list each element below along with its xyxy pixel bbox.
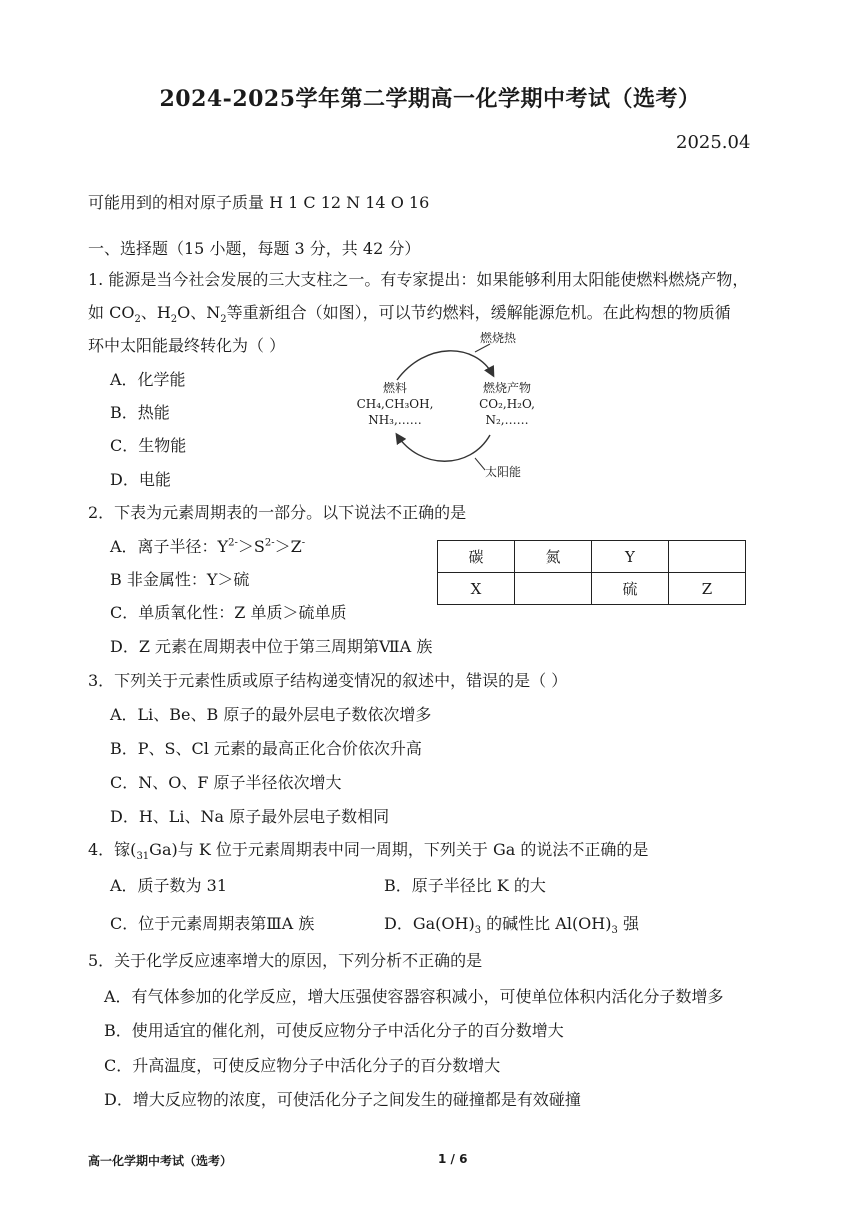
q1-stem-line3: 环中太阳能最终转化为（ ） <box>88 336 286 355</box>
table-row <box>438 541 746 573</box>
q4-option-b: B．原子半径比 K 的大 <box>384 876 546 895</box>
diagram-products-box: 燃烧产物 CO₂,H₂O, N₂,…… <box>479 381 535 427</box>
q2-option-d: D．Z 元素在周期表中位于第三周期第ⅦA 族 <box>110 637 433 656</box>
q4-option-c: C．位于元素周期表第ⅢA 族 <box>110 914 315 933</box>
diagram-solar-label: 太阳能 <box>485 465 522 479</box>
periodic-table-fragment <box>437 540 746 605</box>
diagram-fuel-box: 燃料 CH₄,CH₃OH, NH₃,…… <box>356 381 434 427</box>
exam-title: 2024-2025学年第二学期高一化学期中考试（选考） <box>159 86 701 112</box>
q3-option-a: A．Li、Be、B 原子的最外层电子数依次增多 <box>110 705 432 724</box>
q2-option-a: A．离子半径：$Y^{2-}>S^{2-}>Z^-$ <box>110 537 306 556</box>
table-cell <box>515 573 592 605</box>
q3-stem: 3．下列关于元素性质或原子结构递变情况的叙述中，错误的是（ ） <box>88 671 568 690</box>
table-cell: Y <box>592 541 669 573</box>
q1-option-a: A．化学能 <box>110 370 186 389</box>
q5-option-a: A．有气体参加的化学反应，增大压强使容器容积减小，可使单位体积内活化分子数增多 <box>104 987 724 1006</box>
atomic-mass-line: 可能用到的相对原子质量 H 1 C 12 N 14 O 16 <box>88 193 430 212</box>
q5-option-b: B．使用适宜的催化剂，可使反应物分子中活化分子的百分数增大 <box>104 1021 564 1040</box>
table-cell <box>669 541 746 573</box>
q4-option-d: D．$Ga(OH)_3$ 的碱性比 $Al(OH)_3$ 强 <box>384 914 639 937</box>
q1-stem-line1: 1. 能源是当今社会发展的三大支柱之一。有专家提出：如果能够利用太阳能使燃料燃烧产物， <box>88 270 749 289</box>
q4-stem: 4．镓$(_{31}Ga)$与 K 位于元素周期表中同一周期，下列关于 Ga 的说法不正确的是 <box>88 840 649 863</box>
q1-option-d: D．电能 <box>110 470 171 489</box>
diagram-heat-label: 燃烧热 <box>480 331 517 345</box>
energy-cycle-diagram <box>345 330 555 480</box>
table-cell: Z <box>669 573 746 605</box>
q3-option-c: C．N、O、F 原子半径依次增大 <box>110 773 342 792</box>
q3-option-d: D．H、Li、Na 原子最外层电子数相同 <box>110 807 390 826</box>
q2-stem: 2．下表为元素周期表的一部分。以下说法不正确的是 <box>88 503 467 522</box>
table-row <box>438 573 746 605</box>
q4-option-a: A．质子数为 31 <box>110 876 228 895</box>
q5-option-c: C．升高温度，可使反应物分子中活化分子的百分数增大 <box>104 1056 501 1075</box>
q3-option-b: B．P、S、Cl 元素的最高正化合价依次升高 <box>110 739 422 758</box>
q2-option-b: B 非金属性：Y＞硫 <box>110 570 250 589</box>
solar-arrow <box>397 435 490 461</box>
table-cell: 氮 <box>515 541 592 573</box>
exam-date: 2025.04 <box>676 132 751 153</box>
table-cell: 碳 <box>438 541 515 573</box>
q5-option-d: D．增大反应物的浓度，可使活化分子之间发生的碰撞都是有效碰撞 <box>104 1090 581 1109</box>
page-number: 1 / 6 <box>438 1152 468 1166</box>
q1-option-b: B．热能 <box>110 403 170 422</box>
q2-option-c: C．单质氧化性：Z 单质＞硫单质 <box>110 603 347 622</box>
combustion-arrow <box>397 351 493 380</box>
footer-exam-name: 高一化学期中考试（选考） <box>88 1154 233 1168</box>
q1-stem-line2: 如 $CO_2$、$H_2O$、$N_2$等重新组合（如图），可以节约燃料，缓解能源危机。在此构想的物质循 <box>88 303 731 326</box>
table-cell: 硫 <box>592 573 669 605</box>
q5-stem: 5．关于化学反应速率增大的原因，下列分析不正确的是 <box>88 951 483 970</box>
q1-option-c: C．生物能 <box>110 436 187 455</box>
table-cell: X <box>438 573 515 605</box>
solar-pointer <box>475 458 485 470</box>
section-title: 一、选择题（15 小题，每题 3 分，共 42 分） <box>88 239 421 258</box>
